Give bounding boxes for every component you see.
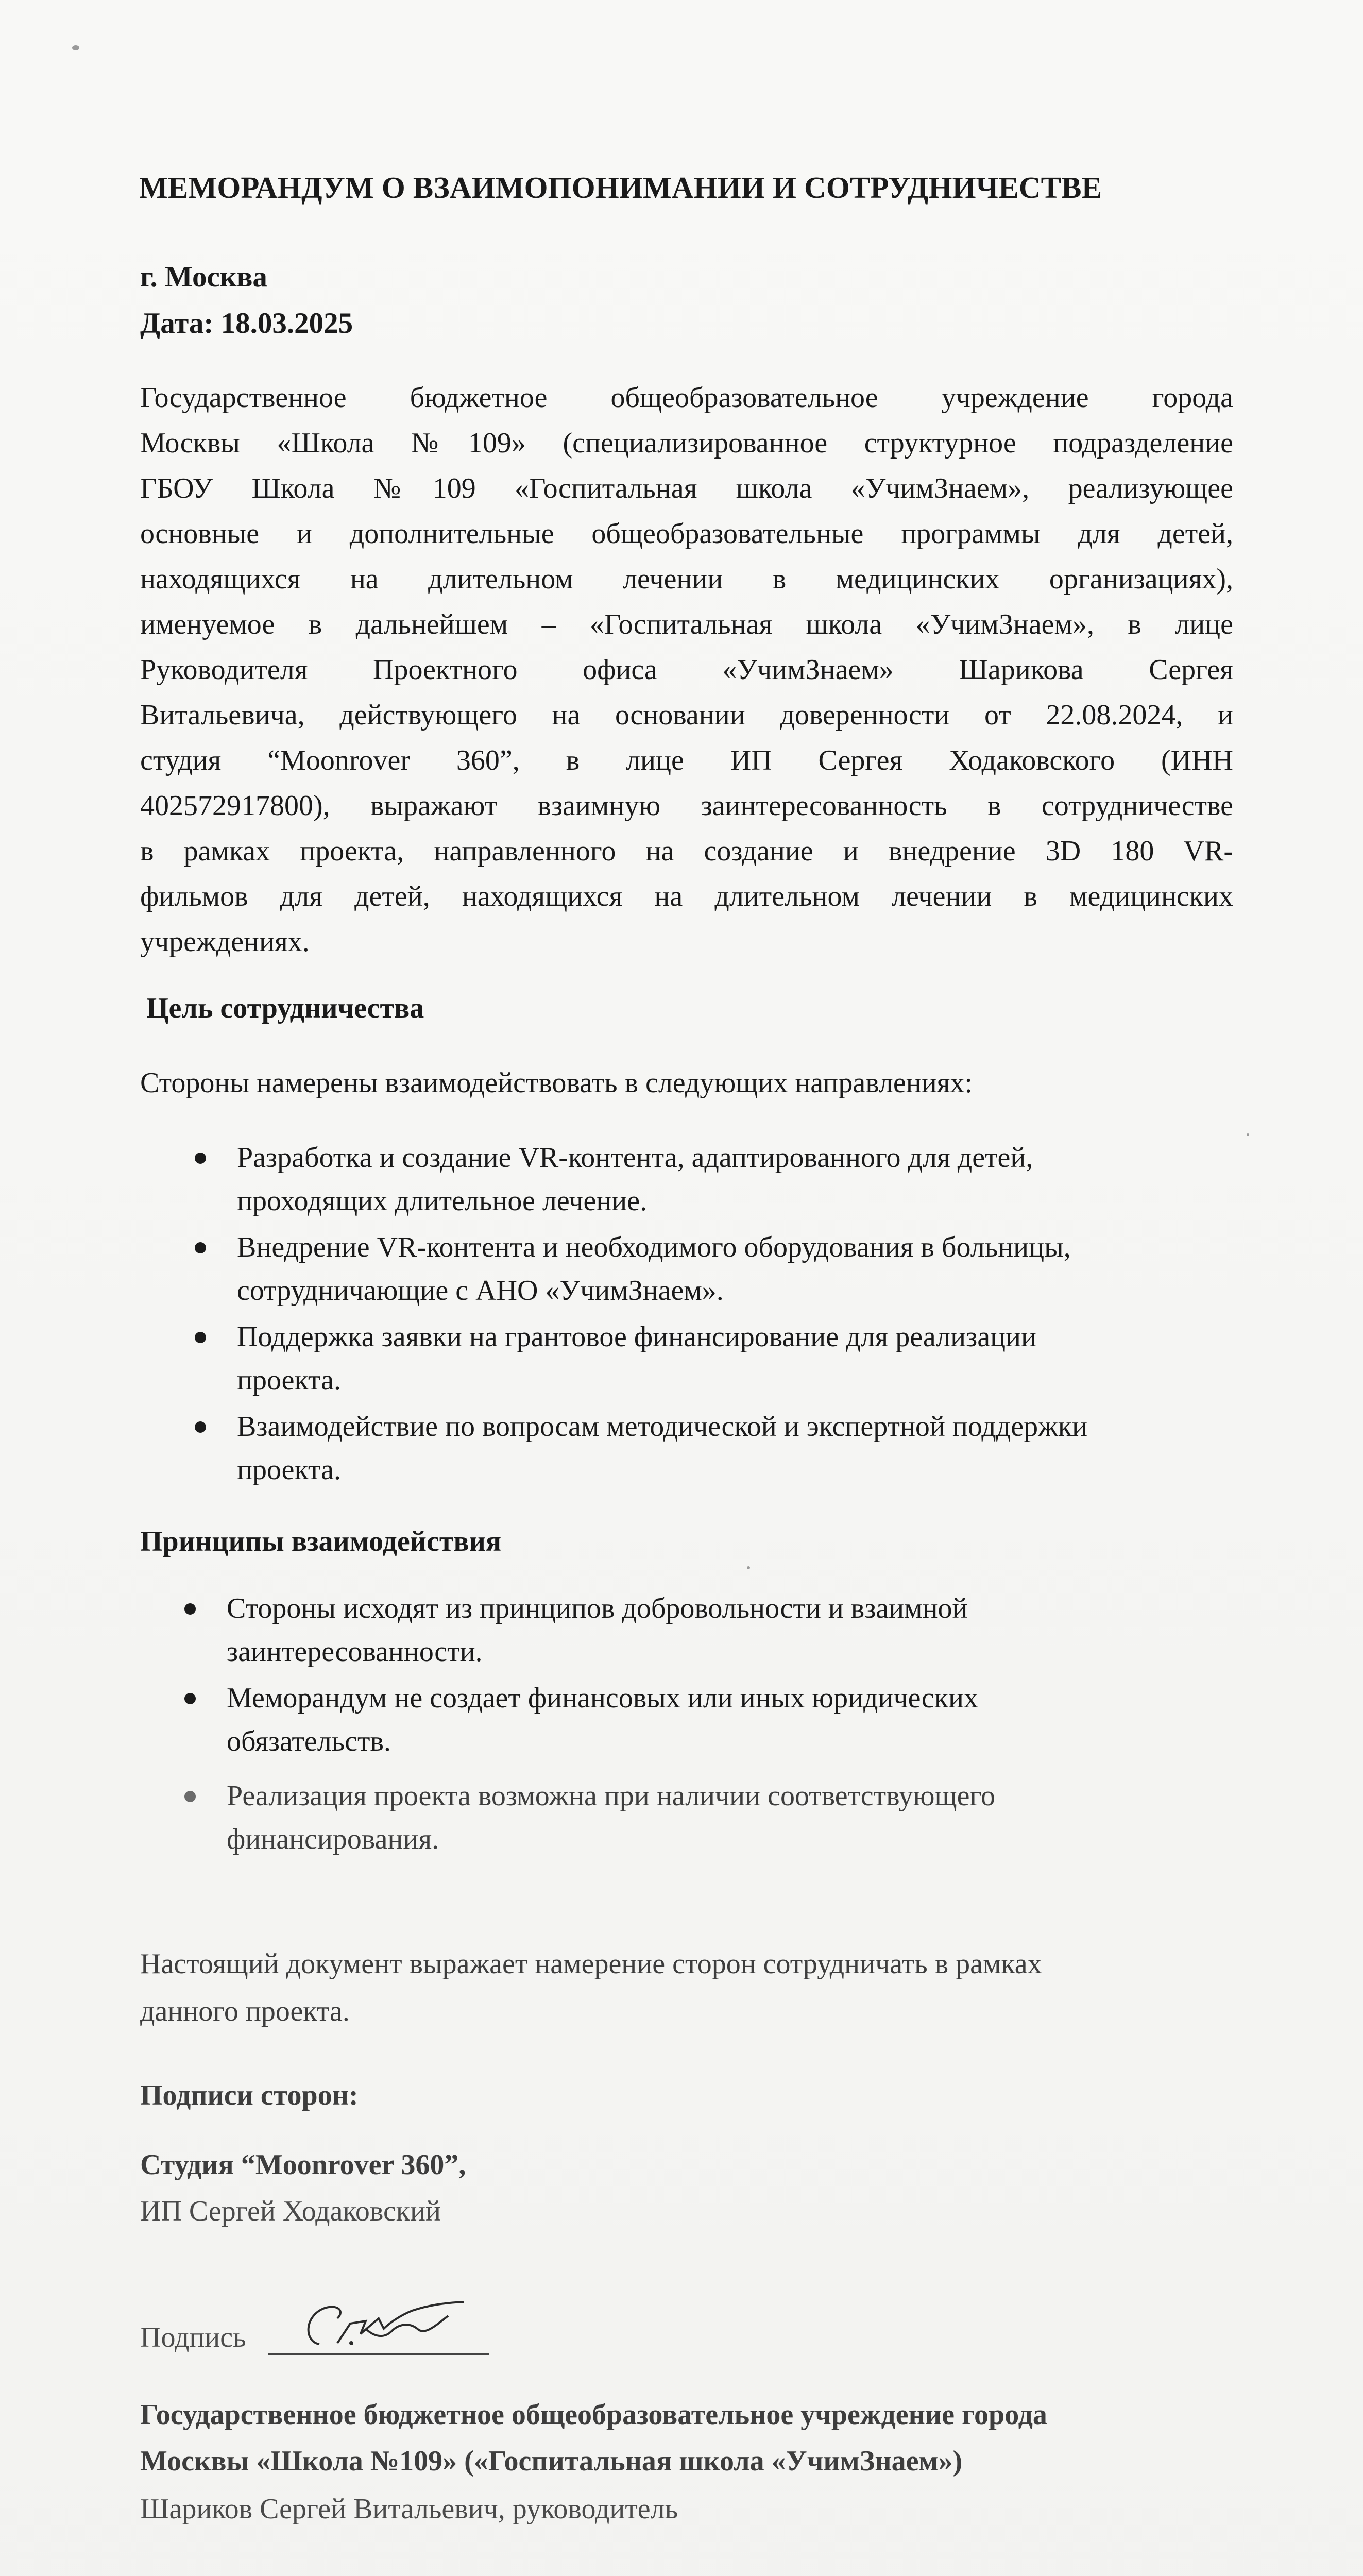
city: г. Москва [140, 261, 267, 293]
list-item: Внедрение VR-контента и необходимого оборудования в больницы, сотрудничающие с АНО «УчимЗнаем». [185, 1226, 1087, 1312]
scan-speck [72, 45, 79, 50]
party1-signature-image [288, 2287, 505, 2365]
bullet-icon [195, 1242, 206, 1253]
list-item: Стороны исходят из принципов добровольности и взаимной заинтересованности. [175, 1587, 995, 1673]
bullet-icon [195, 1153, 206, 1164]
goal-list [185, 1136, 1087, 1495]
intro-line: именуемое в дальнейшем – «Госпитальная школа «УчимЗнаем», в лице [140, 608, 1233, 640]
party2-rep: Шариков Сергей Витальевич, руководитель [140, 2493, 678, 2525]
principles-heading: Принципы взаимодействия [140, 1526, 502, 1557]
party2-name-line: Государственное бюджетное общеобразовательное учреждение города [140, 2399, 1047, 2431]
bullet-icon [195, 1421, 206, 1433]
party1-name: Студия “Moonrover 360”, [140, 2149, 466, 2181]
intro-line: учреждениях. [140, 926, 310, 958]
closing-line: данного проекта. [140, 1995, 350, 2027]
intro-line: ГБОУ Школа №109 «Госпитальная школа «УчимЗнаем», реализующее [140, 472, 1233, 504]
intro-line: Руководителя Проектного офиса «УчимЗнаем» Шарикова Сергея [140, 654, 1233, 686]
intro-line: 402572917800), выражают взаимную заинтересованность в сотрудничестве [140, 790, 1233, 822]
document-title: МЕМОРАНДУМ О ВЗАИМОПОНИМАНИИ И СОТРУДНИЧЕСТВЕ [139, 171, 1102, 205]
bullet-icon [195, 1332, 206, 1343]
intro-line: Витальевича, действующего на основании доверенности от 22.08.2024, и [140, 699, 1233, 731]
goal-heading: Цель сотрудничества [146, 992, 424, 1024]
intro-line: основные и дополнительные общеобразовательные программы для детей, [140, 518, 1233, 550]
list-item: Реализация проекта возможна при наличии соответствующего финансирования. [175, 1774, 995, 1861]
closing-line: Настоящий документ выражает намерение сторон сотрудничать в рамках [140, 1948, 1042, 1980]
bullet-icon [184, 1603, 196, 1615]
list-item: Поддержка заявки на грантовое финансирование для реализации проекта. [185, 1315, 1087, 1402]
intro-line: студия “Moonrover 360”, в лице ИП Сергея Ходаковского (ИНН [140, 744, 1233, 776]
intro-line: находящихся на длительном лечении в медицинских организациях), [140, 563, 1233, 595]
list-item: Разработка и создание VR-контента, адаптированного для детей, проходящих длительное лечение. [185, 1136, 1087, 1223]
party2-name-line: Москвы «Школа №109» («Госпитальная школа «УчимЗнаем») [140, 2445, 963, 2477]
party2-signature-image [216, 2568, 505, 2576]
signatures-heading: Подписи сторон: [140, 2079, 359, 2111]
intro-line: Москвы «Школа №109» (специализированное структурное подразделение [140, 427, 1233, 459]
goal-lead: Стороны намерены взаимодействовать в следующих направлениях: [140, 1067, 973, 1099]
date: Дата: 18.03.2025 [140, 307, 353, 340]
party1-sign-label: Подпись [140, 2321, 246, 2353]
scan-speck [1247, 1133, 1249, 1136]
party1-rep: ИП Сергей Ходаковский [140, 2195, 441, 2227]
principles-list [175, 1587, 995, 1864]
intro-line: Государственное бюджетное общеобразовательное учреждение города [140, 382, 1233, 414]
bullet-icon [184, 1791, 196, 1802]
intro-line: фильмов для детей, находящихся на длительном лечении в медицинских [140, 880, 1233, 912]
list-item: Взаимодействие по вопросам методической и экспертной поддержки проекта. [185, 1405, 1087, 1492]
intro-line: в рамках проекта, направленного на создание и внедрение 3D 180 VR- [140, 835, 1233, 867]
list-item: Меморандум не создает финансовых или иных юридических обязательств. [175, 1676, 995, 1763]
intro-paragraph [140, 375, 1233, 964]
scan-speck [747, 1566, 750, 1569]
bullet-icon [184, 1693, 196, 1704]
